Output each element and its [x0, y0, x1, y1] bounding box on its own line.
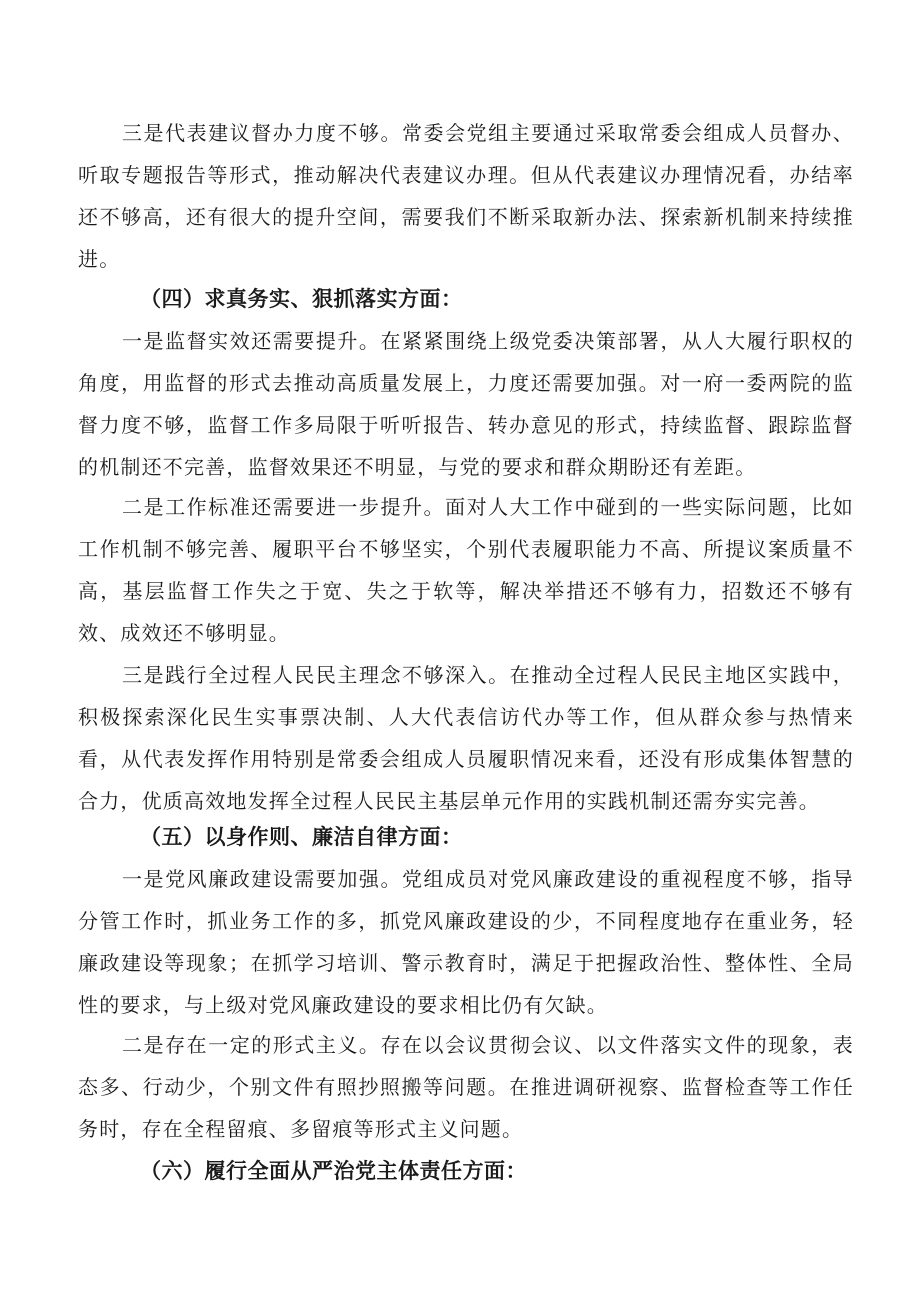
section-heading-4: （四）求真务实、狠抓落实方面： [140, 287, 463, 311]
paragraph-party-conduct: 一是党风廉政建设需要加强。党组成员对党风廉政建设的重视程度不够，指导分管工作时，抓业务工作的多，抓党风廉政建设的少，不同程度地存在重业务，轻廉政建设等现象；在抓学习培训、警示教育时，满足于把握政治性、整体性、全局性的要求，与上级对党风廉政建设的要求相比仍有欠缺。 [78, 867, 854, 1017]
section-heading-6: （六）履行全面从严治党主体责任方面： [140, 1159, 527, 1183]
paragraph-whole-process-democracy: 三是践行全过程人民民主理念不够深入。在推动全过程人民民主地区实践中，积极探索深化民生实事票决制、人大代表信访代办等工作，但从群众参与热情来看，从代表发挥作用特别是常委会组成人员履职情况来看，还没有形成集体智慧的合力，优质高效地发挥全过程人民民主基层单元作用的实践机制还需夯实完善。 [78, 663, 854, 813]
paragraph-formalism: 二是存在一定的形式主义。存在以会议贯彻会议、以文件落实文件的现象，表态多、行动少，个别文件有照抄照搬等问题。在推进调研视察、监督检查等工作任务时，存在全程留痕、多留痕等形式主义问题。 [78, 1033, 854, 1141]
section-heading-5: （五）以身作则、廉洁自律方面： [140, 825, 463, 849]
paragraph-delegate-suggestions: 三是代表建议督办力度不够。常委会党组主要通过采取常委会组成人员督办、听取专题报告等形式，推动解决代表建议办理。但从代表建议办理情况看，办结率还不够高，还有很大的提升空间，需要我们不断采取新办法、探索新机制来持续推进。 [78, 121, 854, 271]
paragraph-supervision-effect: 一是监督实效还需要提升。在紧紧围绕上级党委决策部署，从人大履行职权的角度，用监督的形式去推动高质量发展上，力度还需要加强。对一府一委两院的监督力度不够，监督工作多局限于听听报告、转办意见的形式，持续监督、跟踪监督的机制还不完善，监督效果还不明显，与党的要求和群众期盼还有差距。 [78, 329, 854, 479]
paragraph-work-standards: 二是工作标准还需要进一步提升。面对人大工作中碰到的一些实际问题，比如工作机制不够完善、履职平台不够坚实，个别代表履职能力不高、所提议案质量不高，基层监督工作失之于宽、失之于软等，解决举措还不够有力，招数还不够有效、成效还不够明显。 [78, 495, 854, 645]
